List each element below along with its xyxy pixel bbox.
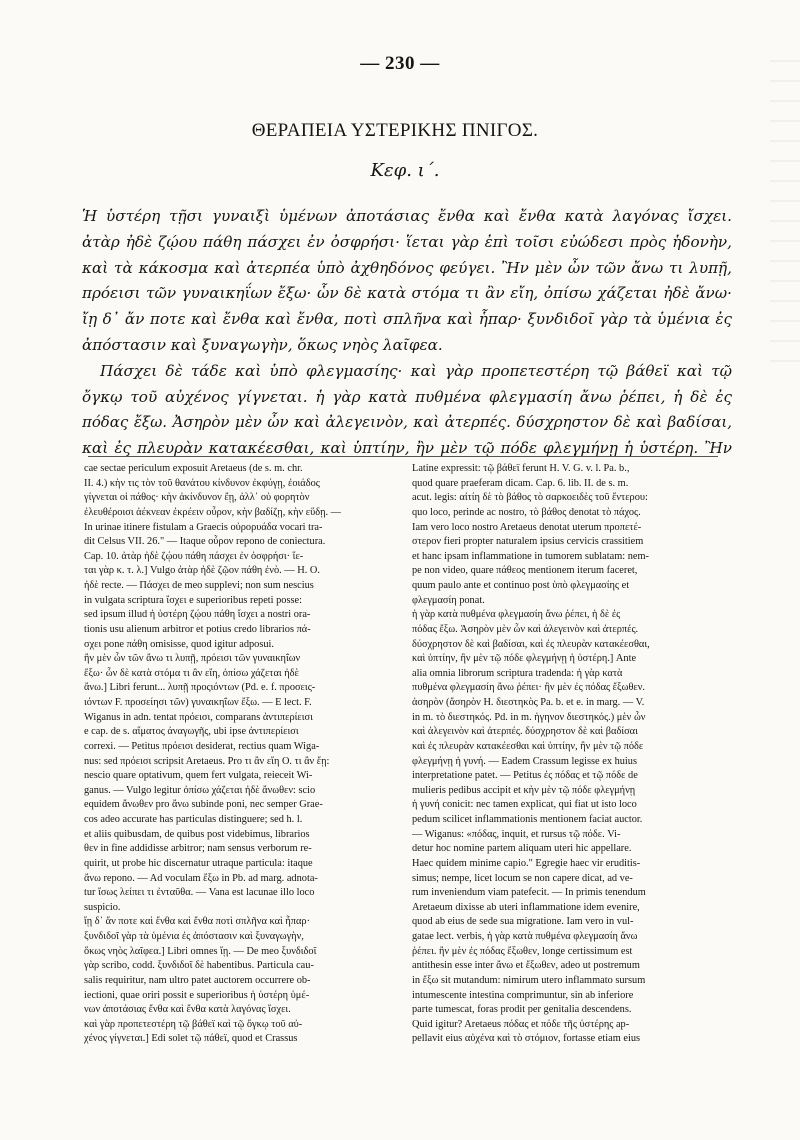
footnote-line: mulieris pedibus accipit et κὴν μὲν τῷ πόδε φλεγμήνῃ (412, 784, 636, 796)
footnote-line: χένος γίγνεται.] Edi solet τῷ πάθεϊ, quod et Crassus (84, 1033, 298, 1045)
footnote-line: e cap. de s. αἵματος ἀναγωγῆς, ubi ipse ἀντιπερίεισι (84, 726, 299, 738)
main-greek-text (82, 204, 732, 462)
footnote-line: cos adeo accurate has particulas distinguere; sed h. l. (84, 814, 303, 825)
main-text-line: ὄγκῳ τοῦ αὐχένος γίγνεται. ἡ γὰρ κατὰ πυθμένα φλεγμασίη ἄνω ῥέπει, ἡ δὲ ἐς (82, 387, 732, 406)
footnote-line: ἄνω.] Libri ferunt... λυπῇ προςιόντων (Pd. e. f. προσεις- (84, 682, 316, 694)
footnote-line: γίγνεται οἱ πάθος· κὴν ἀκίνδυνον ἔῃ, ἀλλ᾽ οὐ φορητὸν (84, 492, 310, 504)
footnote-line: ἡ γυνή conicit: nec tamen explicat, qui fiat ut isto loco (412, 799, 637, 811)
footnote-line: Haec quidem minime capio." Egregie haec vir eruditis- (412, 857, 641, 869)
footnote-line: ἢν μὲν ὦν τῶν ἄνω τι λυπῇ, πρόεισι τῶν γυναικηΐων (84, 653, 301, 665)
footnote-line: parte tumescat, foras prodit per genitalia descendens. (412, 1004, 632, 1016)
main-text-line: Πάσχει δὲ τάδε καὶ ὑπὸ φλεγμασίης· καὶ γὰρ προπετεστέρη τῷ βάθεϊ καὶ τῷ (100, 361, 732, 380)
footnote-line: στερον fieri propter naturalem ipsius cervicis crassitiem (412, 536, 644, 548)
footnote-line: nus: sed πρόεισι scripsit Aretaeus. Pro τι ἂν εἴη O. τι ἂν ἔῃ: (84, 755, 330, 767)
footnote-line: φλεγμήνῃ ἡ γυνή. — Eadem Crassum legisse ex huius (412, 755, 637, 767)
footnotes-left-column (84, 462, 397, 1047)
footnote-line: quo loco, perinde ac nostro, τὸ βάθος denotat τὸ πάχος. (412, 506, 641, 518)
main-text-line: καὶ ἐς πλευρὰν κατακέεσθαι, καὶ ὑπτίην, ἢν μὲν τῷ πόδε φλεγμήνῃ ἡ ὑστέρη. Ἢν (82, 439, 732, 458)
footnote-line: et aliis quibusdam, de quibus post videbimus, librarios (84, 828, 310, 840)
footnote-line: iectioni, quae oriri possit e superioribus ἡ ὑστέρη ὑμέ- (84, 989, 310, 1001)
footnote-line: Quid igitur? Aretaeus πόδας et πόδε τῆς ὑστέρης ap- (412, 1018, 630, 1030)
footnote-line: Wiganus in adn. tentat πρόεισι, comparans ἀντιπερίεισι (84, 711, 313, 723)
footnote-line: ἔξω· ὧν δὲ κατὰ στόμα τι ἂν εἴη, ὀπίσω χάζεται ἠδὲ (84, 667, 299, 679)
footnote-line: in m. τὸ διεστηκός. Pd. in m. ἡγηνον διεστηκός.) μὲν ὦν (412, 711, 646, 723)
footnote-line: καὶ ἀλεγεινὸν καὶ ἀτερπές. δύσχρηστον δὲ καὶ βαδίσαι (412, 726, 638, 738)
footnote-line: θεν in fine addidisse arbitror; nam sensus verborum re- (84, 843, 312, 855)
footnote-line: καὶ ἐς πλευρὰν κατακέεσθαι καὶ ὑπτίην, ἢν μὲν τῷ πόδε (412, 740, 644, 752)
footnote-line: Cap. 10. ἀτὰρ ἠδὲ ζῴου πάθη πάσχει ἐν ὀσφρήσι· ἵε- (84, 550, 304, 562)
footnote-line: Aretaeum dixisse ab uteri inflammatione idem evenire, (412, 901, 640, 913)
footnote-line: equidem ἄνωθεν pro ἄνω subinde poni, nec semper Grae- (84, 799, 323, 811)
footnote-line: ιόντων F. προσείησι τῶν) γυναικηΐων ἔξω. — E lect. F. (84, 697, 312, 708)
footnote-line: cae sectae periculum exposuit Aretaeus (de s. m. chr. (84, 463, 303, 474)
footnote-line: In urinae itinere fistulam a Graecis οὐρορυάδα vocari tra- (84, 521, 323, 533)
footnote-line: quum paulo ante et continuo post ὑπὸ φλεγμασίης et (412, 580, 630, 591)
footnote-line: gatae lect. verbis, ἡ γὰρ κατὰ πυθμένα φλεγμασίη ἄνω (412, 931, 638, 942)
footnote-line: — Wiganus: «πόδας, inquit, et rursus τῷ πόδε. Vi- (412, 828, 621, 840)
footnote-line: II. 4.) κὴν τις τὸν τοῦ θανάτου κίνδυνον ἐκφύγῃ, ἐοιάδος (84, 477, 320, 489)
footnotes-right-column (412, 462, 725, 1047)
footnote-line: ξυνδιδοῖ γὰρ τὰ ὑμένια ἐς ἀπόστασιν καὶ ξυναγωγὴν, (84, 931, 304, 942)
footnote-line: tur ἴσως λείπει τι ἐνταῦθα. — Vana est lacunae illo loco (84, 887, 315, 899)
footnote-line: Latine expressit: τῷ βάθεϊ ferunt H. V. G. v. l. Pa. b., (412, 463, 630, 474)
footnote-line: πόδας ἔξω. Ἀσηρὸν μὲν ὦν καὶ ἀλεγεινὸν καὶ ἀτερπές. (412, 623, 639, 635)
footnote-line: nescio quare optativum, quem fert vulgata, reieceit Wi- (84, 770, 313, 782)
footnote-line: φλεγμασίη ponat. (412, 594, 485, 606)
footnote-line: in vulgata scriptura ἴσχει e superioribus repeti posse: (84, 594, 302, 606)
main-text-line: ἴῃ δ᾽ ἄν ποτε καὶ ἔνθα καὶ ἔνθα, ποτὶ σπλῆνα καὶ ἧπαρ· ξυνδιδοῖ γὰρ τὰ ὑμένια ἐς (82, 310, 732, 329)
footnote-line: acut. legis: αἰτίη δὲ τὸ βάθος τὸ σαρκοειδὲς τοῦ ἔντερου: (412, 492, 648, 504)
footnote-line: suspicio. (84, 901, 121, 913)
footnote-line: πυθμένα φλεγμασίη ἄνω ῥέπει· ἢν μὲν ἐς πόδας ἔξωθεν. (412, 682, 646, 694)
footnote-line: pedum scilicet inflammationis mentionem faciat auctor. (412, 814, 643, 825)
footnote-line: ἄνω repono. — Ad voculam ἔξω in Pb. ad marg. adnota- (84, 872, 318, 884)
footnote-line: simus; nempe, licet locum se non capere dicat, ad ve- (412, 872, 633, 884)
main-text-line: πρόεισι τῶν γυναικηΐων ἔξω· ὧν δὲ κατὰ στόμα τι ἂν εἴη, ὀπίσω χάζεται ἠδὲ ἄνω· (82, 284, 732, 303)
main-text-line: πόδας ἔξω. Ἀσηρὸν μὲν ὦν καὶ ἀλεγεινὸν, καὶ ἀτερπές. δύσχρηστον δὲ καὶ βαδίσαι, (82, 413, 732, 432)
footnote-line: sed ipsum illud ἡ ὑστέρη ζῴου πάθη ἴσχει a nostri ora- (84, 609, 311, 621)
footnote-line: σχει pone πάθη omisisse, quod igitur adposui. (84, 638, 275, 650)
footnote-line: ἐλευθέροισι ἀέκνεαν ἐκρέειν οὖρον, κὴν βαδίζῃ, κὴν εὕδῃ. — (84, 506, 342, 518)
chapter-title: ΘΕΡΑΠΕΙΑ ΥΣΤΕΡΙΚΗΣ ΠΝΙΓΟΣ. (251, 120, 539, 141)
footnote-line: in ἔξω sit mutandum: nimirum utero inflammato sursum (412, 974, 646, 986)
footnote-line: quod quare praeferam dicam. Cap. 6. lib. II. de s. m. (412, 477, 629, 489)
footnote-line: salis requiritur, nam ultro patet auctorem occurrere ob- (84, 974, 311, 986)
main-text-line: καὶ τὰ κάκοσμα καὶ ἀτερπέα ὑπὸ ἀχθηδόνος φεύγει. Ἢν μὲν ὦν τῶν ἄνω τι λυπῇ, (82, 258, 732, 277)
footnote-line: dit Celsus VII. 26." — Itaque οὖρον repono de coniectura. (84, 536, 326, 548)
footnote-line: καὶ ὑπτίην, ἢν μὲν τῷ πόδε φλεγμήνῃ ἡ ὑστέρη.] Ante (412, 653, 637, 665)
footnote-line: ται γὰρ κ. τ. λ.] Vulgo ἀτὰρ ἠδὲ ζῷον πάθη ἐνὸ. — H. O. (84, 565, 320, 577)
footnote-line: ἴῃ δ᾽ ἄν ποτε καὶ ἔνθα καὶ ἔνθα ποτὶ σπλῆνα καὶ ἧπαρ· (84, 916, 311, 928)
chapter-number: Κεφ. ι΄. (370, 160, 440, 181)
footnote-line: νων ἀποτάσιας ἔνθα καὶ ἔνθα κατὰ λαγόνας ἴσχει. (84, 1004, 291, 1016)
page-number: — 230 — (360, 53, 440, 74)
footnote-line: ὅκως νηὸς λαῖφεα.] Libri omnes ἴῃ. — De meo ξυνδιδοῖ (84, 945, 317, 957)
footnote-line: ῥέπει. ἢν μὲν ἐς πόδας ἔξωθεν, longe certissimum est (412, 945, 633, 957)
footnote-line: ἡ γὰρ κατὰ πυθμένα φλεγμασίη ἄνω ῥέπει, ἡ δὲ ἐς (412, 609, 621, 621)
footnote-line: interpretatione patet. — Petitus ἐς πόδας et τῷ πόδε de (412, 770, 638, 782)
footnote-line: antithesin esse inter ἄνω et ἔξωθεν, adeo ut postremum (412, 960, 640, 972)
footnote-line: καὶ γὰρ προπετεστέρη τῷ βάθεϊ καὶ τῷ ὄγκῳ τοῦ αὐ- (84, 1018, 303, 1030)
footnote-line: quod ab eius de sede sua migratione. Iam vero in vul- (412, 916, 634, 928)
main-text-line: Ἡ ὑστέρη τῇσι γυναιξὶ ὑμένων ἀποτάσιας ἔνθα καὶ ἔνθα κατὰ λαγόνας ἴσχει. (82, 207, 732, 225)
main-text-line: ἀτὰρ ἠδὲ ζῴου πάθη πάσχει ἐν ὀσφρήσι· ἵεται γὰρ ἐπὶ τοῖσι εὐώδεσι πρὸς ἡδονὴν, (82, 232, 732, 251)
footnote-line: intumescente intestina comprimuntur, sin ab inferiore (412, 989, 634, 1001)
footnote-line: pellavit eius αὐχένα καὶ τὸ στόμιον, fortasse etiam eius (412, 1033, 641, 1045)
footnote-line: ἀσηρὸν (ἄσηρὸν H. διεστηκὸς Pa. b. et e. in marg. — V. (412, 697, 645, 708)
footnote-line: detur hoc nomine partem aliquam uteri hic appellare. (412, 843, 632, 855)
footnote-line: correxi. — Petitus πρόεισι desiderat, rectius quam Wiga- (84, 740, 320, 752)
footnote-line: rum inveniendum viam patefecit. — In primis tenendum (412, 887, 646, 899)
footnote-line: tionis usu alienum arbitror et potius credo librarios πά- (84, 623, 311, 635)
bleed-through-texture (770, 60, 800, 380)
footnote-line: alia omnia librorum scriptura tradenda: ἡ γὰρ κατὰ (412, 667, 623, 679)
footnote-line: quirit, ut probe hic discernatur utraque particula: itaque (84, 857, 313, 869)
main-text-line: ἀπόστασιν καὶ ξυναγωγὴν, ὅκως νηὸς λαῖφεα. (82, 335, 443, 354)
footnote-line: δύσχρηστον δὲ καὶ βαδίσαι, καὶ ἐς πλευρὰν κατακέεσθαι, (412, 638, 650, 650)
footnote-line: pe non video, quare πάθεος mentionem iterum faceret, (412, 565, 638, 577)
footnote-line: Iam vero loco nostro Aretaeus denotat uterum προπετέ- (412, 521, 642, 533)
footnote-line: γὰρ scribo, codd. ξυνδιδοῖ δὲ habentibus. Particula cau- (84, 960, 314, 972)
footnote-line: et hanc ipsam inflammatione in tumorem sublatam: nem- (412, 550, 649, 562)
footnote-divider (88, 456, 718, 457)
footnote-line: ganus. — Vulgo legitur ὀπίσω χάζεται ἠδὲ ἄνωθεν: scio (84, 784, 316, 796)
footnote-line: ἠδὲ recte. — Πάσχει de meo supplevi; non sum nescius (84, 580, 314, 591)
